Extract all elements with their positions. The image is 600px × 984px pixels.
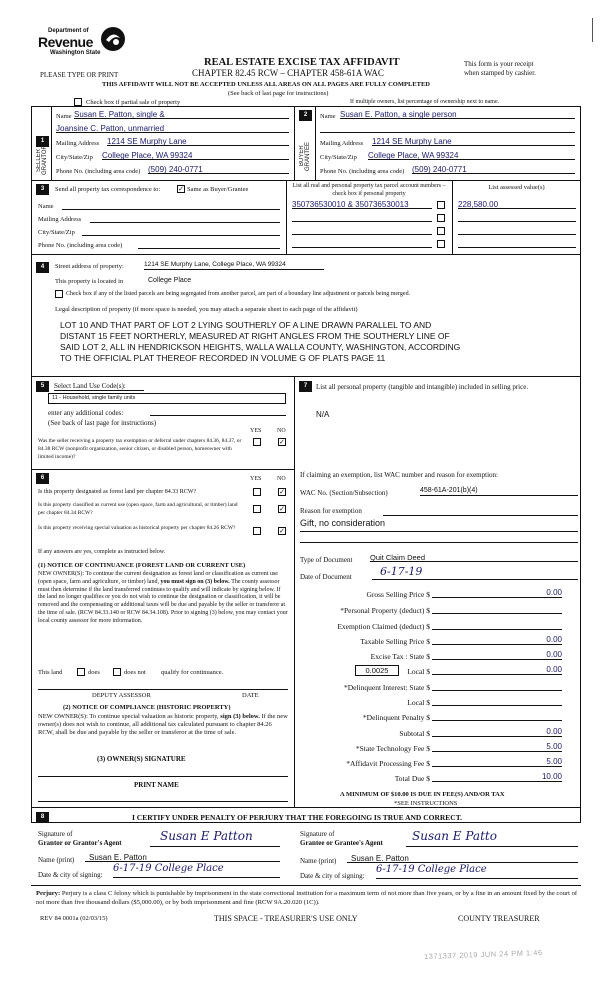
corr-city-field[interactable] xyxy=(82,227,280,236)
grantor-agent-label: Grantor or Grantor's Agent xyxy=(38,839,122,847)
buyer-name[interactable]: Susan E. Patton, a single person xyxy=(340,110,575,119)
exemption-question: Was the seller receiving a property tax exemption or deferral under chapters 84.36, 84.37, or 84.38 RCW (nonprofit organization, senior citizen, or disabled person, homeowner with limited income)? xyxy=(38,438,242,460)
account-line-4[interactable] xyxy=(292,239,432,248)
please-type: PLEASE TYPE OR PRINT xyxy=(40,71,119,79)
section-5-top-line xyxy=(31,376,581,377)
grantee-signature[interactable]: Susan E Patto xyxy=(406,829,578,847)
receipt-note-1: This form is your receipt xyxy=(464,60,534,68)
buyer-address-label: Mailing Address xyxy=(320,140,364,147)
seller-name[interactable]: Susan E. Patton, single & xyxy=(74,110,289,119)
partial-sale-checkbox[interactable] xyxy=(74,98,82,106)
segregated-checkbox[interactable] xyxy=(55,290,63,298)
buyer-phone[interactable]: (509) 240-0771 xyxy=(412,165,575,174)
logo-line2: Revenue xyxy=(38,34,93,50)
gross-value[interactable]: 0.00 xyxy=(432,588,562,598)
seller-city-label: City/State/Zip xyxy=(56,154,93,161)
grantor-signature[interactable]: Susan E Patton xyxy=(150,829,280,847)
personal-prop-checkbox-1[interactable] xyxy=(437,201,445,209)
total-due-label: Total Due $ xyxy=(394,774,430,783)
if-yes-note: If any answers are yes, complete as instructed below. xyxy=(38,549,166,555)
exemption-claimed-value[interactable] xyxy=(432,620,562,630)
legal-desc-label: Legal description of property (if more space is needed, you may attach a separate sheet to each page of the affidavit) xyxy=(55,306,358,313)
legal-desc-line-4: TO THE OFFICIAL PLAT THEREOF RECORDED IN VOLUME G OF PLATS PAGE 11 xyxy=(60,353,386,363)
grantor-name[interactable]: Susan E. Patton xyxy=(85,853,280,862)
affidavit-fee-value[interactable]: 5.00 xyxy=(432,757,562,767)
section-6-badge: 6 xyxy=(36,473,49,484)
buyer-name-label: Name xyxy=(320,113,336,120)
total-due-value[interactable]: 10.00 xyxy=(432,772,562,782)
grantee-agent-label: Grantee or Grantee's Agent xyxy=(300,839,383,847)
seller-side-label: SELLER GRANTOR xyxy=(36,145,48,175)
does-not-label: does not xyxy=(124,669,146,676)
delinq-penalty-value[interactable] xyxy=(432,711,562,721)
reason-label: Reason for exemption xyxy=(300,507,362,515)
land-use-label-underline xyxy=(54,390,144,391)
section-2-badge: 2 xyxy=(299,110,312,121)
grantee-date-city[interactable]: 6-17-19 College Place xyxy=(376,864,578,879)
personal-prop-value[interactable]: N/A xyxy=(316,410,330,419)
section-7-badge: 7 xyxy=(299,381,312,392)
buyer-city[interactable]: College Place, WA 99324 xyxy=(368,151,575,160)
seller-phone-label: Phone No. (including area code) xyxy=(56,168,141,175)
legal-desc-line-3: SAID LOT 2, ALL IN HENDRICKSON HEIGHTS, WALLA WALLA COUNTY, WASHINGTON, ACCORDING xyxy=(60,342,461,352)
forest-land-question: Is this property designated as forest land per chapter 84.33 RCW? xyxy=(38,489,197,495)
claim-exemption-label: If claiming an exemption, list WAC number and reason for exemption: xyxy=(300,471,498,479)
assessed-line-4[interactable] xyxy=(458,239,576,248)
buyer-address[interactable]: 1214 SE Murphy Lane xyxy=(372,137,575,146)
corr-phone-label: Phone No. (including area code) xyxy=(38,242,123,249)
seller-address[interactable]: 1214 SE Murphy Lane xyxy=(107,137,289,146)
current-use-yes-checkbox[interactable] xyxy=(253,505,261,513)
seller-city[interactable]: College Place, WA 99324 xyxy=(102,151,289,160)
historical-no-checkbox[interactable]: ✓ xyxy=(279,527,285,535)
deputy-assessor-label: DEPUTY ASSESSOR xyxy=(92,692,151,699)
segregated-label: Check box if any of the listed parcels are being segregated from another parcel, are part of a boundary line adjustment or parcels being merged. xyxy=(66,291,411,297)
seller-buyer-divider xyxy=(294,106,295,180)
land-use-label: Select Land Use Code(s): xyxy=(54,382,126,390)
account-line-2[interactable] xyxy=(292,213,432,222)
exemption-yes-checkbox[interactable] xyxy=(253,438,261,446)
print-name-label: PRINT NAME xyxy=(134,781,179,789)
page-edge-mark xyxy=(592,18,593,42)
accounts-header: List all real and personal property tax parcel account numbers – check box if personal property xyxy=(292,183,446,197)
form-warning: THIS AFFIDAVIT WILL NOT BE ACCEPTED UNLESS ALL AREAS ON ALL PAGES ARE FULLY COMPLETED xyxy=(102,81,430,88)
corr-city-label: City/State/Zip xyxy=(38,229,75,236)
forest-no-checkbox[interactable]: ✓ xyxy=(279,488,285,496)
historical-question: Is this property receiving special valuation as historical property per chapter 84.26 RCW? xyxy=(38,525,236,531)
subtotal-label: Subtotal $ xyxy=(399,729,430,738)
wac-label: WAC No. (Section/Subsection) xyxy=(300,489,388,497)
subtotal-value[interactable]: 0.00 xyxy=(432,727,562,737)
delinq-state-value[interactable] xyxy=(432,681,562,691)
grantor-sig-of: Signature of xyxy=(38,830,73,838)
s6-yes-header: YES xyxy=(250,476,262,482)
historical-yes-checkbox[interactable] xyxy=(253,527,261,535)
assessed-line-3[interactable] xyxy=(458,226,576,235)
personal-deduct-value[interactable] xyxy=(432,604,562,614)
notice2-body-b: sign (3) below. xyxy=(220,713,260,720)
see-back: (See back of last page for instructions) xyxy=(228,90,329,97)
reason-line-2 xyxy=(300,531,578,532)
personal-prop-checkbox-3[interactable] xyxy=(437,227,445,235)
doc-type[interactable]: Quit Claim Deed xyxy=(370,553,578,562)
grantee-date-label: Date & city of signing: xyxy=(300,872,365,880)
corr-phone-field[interactable] xyxy=(138,240,280,249)
notice2-body-c: If the new owner(s) does not wish to continue, all additional tax calculated pursuant to chapter 84.26 RCW, shall be due and payable by the seller or transferor at the time of sale. xyxy=(38,713,288,736)
section-5-badge: 5 xyxy=(36,381,49,392)
accounts-assessed-divider xyxy=(452,180,453,254)
notice2-body xyxy=(38,713,288,737)
grantee-name-label: Name (print) xyxy=(300,857,337,865)
delinq-local-value[interactable] xyxy=(432,696,562,706)
section-4-top-line xyxy=(31,254,581,255)
corr-accounts-divider xyxy=(286,180,287,254)
form-id: REV 84 0001a (02/03/15) xyxy=(40,915,108,922)
notice2-body-a: NEW OWNER(S): To continue special valuation as historic property, xyxy=(38,713,219,720)
perjury-text xyxy=(36,889,578,907)
grantor-date-city[interactable]: 6-17-19 College Place xyxy=(113,863,280,878)
legal-desc-line-1: LOT 10 AND THAT PART OF LOT 2 LYING SOUTHERLY OF A LINE DRAWN PARALLEL TO AND xyxy=(60,320,432,330)
section-1-badge: 1 xyxy=(36,136,49,147)
exemption-reason[interactable]: Gift, no consideration xyxy=(300,518,386,528)
personal-prop-checkbox-4[interactable] xyxy=(437,240,445,248)
perjury-body: Perjury is a class C felony which is punishable by imprisonment in the state correctional institution for a maximum term of not more than five years, or by a fine in an amount fixed by the court of not more than five thousand dollars ($5,000.00), or by both imprisonment and fine (RCW 9A.20.020 (1C)). xyxy=(36,890,578,906)
corr-address-label: Mailing Address xyxy=(38,216,82,223)
property-located[interactable]: College Place xyxy=(148,277,192,284)
s5-yes-header: YES xyxy=(250,428,262,434)
county-treasurer: COUNTY TREASURER xyxy=(458,914,540,923)
see-instructions-note: *SEE INSTRUCTIONS xyxy=(394,800,458,807)
section-6-top-line xyxy=(31,469,294,470)
current-use-question: Is this property classified as current use (open space, farm and agricultural, or timber) land per chapter 84.34 RCW? xyxy=(38,502,238,516)
assessed-header: List assessed value(s) xyxy=(488,184,545,191)
treasurer-space: THIS SPACE - TREASURER'S USE ONLY xyxy=(214,914,358,923)
delinq-local-label: Local $ xyxy=(407,698,430,707)
seller-phone[interactable]: (509) 240-0771 xyxy=(148,165,289,174)
notice2-title: (2) NOTICE OF COMPLIANCE (HISTORIC PROPERTY) xyxy=(63,704,231,711)
section-3-top-line xyxy=(31,180,581,181)
seller-name-2[interactable]: Joansine C. Patton, unmarried xyxy=(56,124,289,133)
grantee-sig-of: Signature of xyxy=(300,830,335,838)
current-use-no-checkbox[interactable]: ✓ xyxy=(279,505,285,513)
property-street[interactable]: 1214 SE Murphy Lane, College Place, WA 99324 xyxy=(144,261,324,270)
seller-address-label: Mailing Address xyxy=(56,140,100,147)
revenue-logo xyxy=(38,26,128,62)
affidavit-fee-label: *Affidavit Processing Fee $ xyxy=(346,759,430,768)
qualify-label: qualify for continuance. xyxy=(161,669,224,676)
buyer-divider xyxy=(315,106,316,180)
same-as-buyer-checkbox[interactable]: ✓ xyxy=(178,185,184,193)
account-line-3[interactable] xyxy=(292,226,432,235)
corr-name-field[interactable] xyxy=(62,201,280,210)
buyer-phone-label: Phone No. (including area code) xyxy=(320,168,405,175)
notice1-body-c: The county assessor must then determine if the land transferred continues to qualify and will indicate by signing below. If the land no longer qualifies or you do not wish to continue the designation or classification, it will be removed and the compensating or additional taxes will be due and payable by the seller or transferor at the time of sale. (RCW 84.33.140 or RCW 84.34.108). Prior to signing (3) below, you may contact your local county assessor for more information. xyxy=(38,578,288,624)
taxable-label: Taxable Selling Price $ xyxy=(360,637,430,646)
notice1-body xyxy=(38,571,288,626)
does-checkbox[interactable] xyxy=(77,668,85,676)
perjury-label: Perjury: xyxy=(36,890,61,897)
multiple-owners-note: If multiple owners, list percentage of ownership next to name. xyxy=(350,99,500,105)
owner-sig-label: (3) OWNER(S) SIGNATURE xyxy=(97,755,186,763)
taxable-value[interactable]: 0.00 xyxy=(432,635,562,645)
logo-line1: Department of xyxy=(48,28,89,34)
delinq-state-label: *Delinquent Interest: State $ xyxy=(343,683,430,692)
notice1-title: (1) NOTICE OF CONTINUANCE (FOREST LAND OR CURRENT USE) xyxy=(38,562,246,569)
section-4-badge: 4 xyxy=(36,262,49,273)
notice1-body-b: you must sign on (3) below. xyxy=(160,578,230,585)
buyer-city-label: City/State/Zip xyxy=(320,154,357,161)
receipt-note-2: when stamped by cashier. xyxy=(464,69,536,77)
additional-codes-field[interactable] xyxy=(150,407,286,416)
exemption-no-checkbox[interactable]: ✓ xyxy=(279,438,285,446)
forest-yes-checkbox[interactable] xyxy=(253,488,261,496)
excise-state-label: Excise Tax : State $ xyxy=(370,652,430,661)
reason-line xyxy=(383,515,578,516)
grantor-date-label: Date & city of signing: xyxy=(38,871,103,879)
section-8-top-line xyxy=(31,807,581,808)
personal-prop-label: List all personal property (tangible and intangible) included in selling price. xyxy=(316,383,529,391)
same-as-buyer-label: Same as Buyer/Grantee xyxy=(187,186,249,193)
certify-statement: I CERTIFY UNDER PENALTY OF PERJURY THAT THE FOREGOING IS TRUE AND CORRECT. xyxy=(132,813,463,822)
recording-stamp: 1371337 2019 JUN 24 PM 1:46 xyxy=(423,947,543,962)
corr-address-field[interactable] xyxy=(90,214,280,223)
tech-fee-value[interactable]: 5.00 xyxy=(432,742,562,752)
local-value[interactable]: 0.00 xyxy=(432,665,562,675)
land-use-see-back: (See back of last page for instructions) xyxy=(48,419,157,427)
tech-fee-label: *State Technology Fee $ xyxy=(355,744,430,753)
column-divider xyxy=(294,376,295,807)
gross-label: Gross Selling Price $ xyxy=(366,590,430,599)
assessor-date-label: DATE xyxy=(242,692,259,699)
corr-name-label: Name xyxy=(38,203,54,210)
perjury-top-line xyxy=(31,885,581,886)
land-does-label: This land xyxy=(38,669,63,676)
does-label: does xyxy=(88,669,100,676)
notice1-body-a: NEW OWNER(S): To continue the current designation as forest land or classification as current use (open space, farm and agriculture, or timber) land, xyxy=(38,571,278,585)
buyer-side-label: BUYER GRANTEE xyxy=(299,141,311,171)
additional-codes-label: enter any additional codes: xyxy=(48,409,124,417)
doc-date-label: Date of Document xyxy=(300,573,352,581)
excise-state-value[interactable]: 0.00 xyxy=(432,650,562,660)
section-3-badge: 3 xyxy=(36,184,49,195)
buyer-name-2[interactable] xyxy=(320,124,575,133)
delinq-penalty-label: *Delinquent Penalty $ xyxy=(362,713,430,722)
personal-prop-checkbox-2[interactable] xyxy=(437,214,445,222)
assessed-value[interactable]: 228,580.00 xyxy=(458,200,576,209)
print-name-line xyxy=(38,801,288,802)
reason-line-3 xyxy=(300,542,578,543)
wac-number[interactable]: 458-61A-201(b)(4) xyxy=(420,487,578,496)
partial-sale-label: Check box if partial sale of property xyxy=(86,99,181,106)
s6-no-header: NO xyxy=(277,476,286,482)
seller-name-label: Name xyxy=(56,113,72,120)
local-rate[interactable]: 0.0025 xyxy=(355,665,399,676)
correspondence-label: Send all property tax correspondence to: xyxy=(55,186,161,193)
local-label: Local $ xyxy=(407,667,430,676)
legal-desc-line-2: DISTANT 15 FEET NORTHERLY, MEASURED AT RIGHT ANGLES FROM THE SOUTHERLY LINE OF xyxy=(60,331,450,341)
minimum-note: A MINIMUM OF $10.00 IS DUE IN FEE(S) AND/OR TAX xyxy=(340,791,505,798)
owner-sig-line xyxy=(38,776,288,777)
land-use-select[interactable]: 11 - Household, single family units xyxy=(48,393,286,404)
located-label: This property is located in xyxy=(55,278,124,285)
seller-divider xyxy=(51,106,52,180)
doc-date[interactable]: 6-17-19 xyxy=(372,565,578,580)
form-title: REAL ESTATE EXCISE TAX AFFIDAVIT xyxy=(204,57,400,68)
account-numbers[interactable]: 350736530010 & 350736530013 xyxy=(292,200,432,209)
dor-logo-icon xyxy=(100,26,126,52)
section-8-badge: 8 xyxy=(36,812,49,823)
assessed-line-2[interactable] xyxy=(458,213,576,222)
form-subtitle: CHAPTER 82.45 RCW – CHAPTER 458-61A WAC xyxy=(192,68,384,78)
s5-no-header: NO xyxy=(277,428,286,434)
grantee-name[interactable]: Susan E. Patton xyxy=(347,854,578,863)
logo-line3: Washington State xyxy=(50,50,101,56)
exemption-claimed-label: Exemption Claimed (deduct) $ xyxy=(337,622,430,631)
doc-type-label: Type of Document xyxy=(300,556,353,564)
personal-deduct-label: *Personal Property (deduct) $ xyxy=(340,606,430,615)
grantor-name-label: Name (print) xyxy=(38,856,75,864)
street-label: Street address of property: xyxy=(55,263,124,270)
assessor-sig-line xyxy=(38,689,288,690)
does-not-checkbox[interactable] xyxy=(113,668,121,676)
